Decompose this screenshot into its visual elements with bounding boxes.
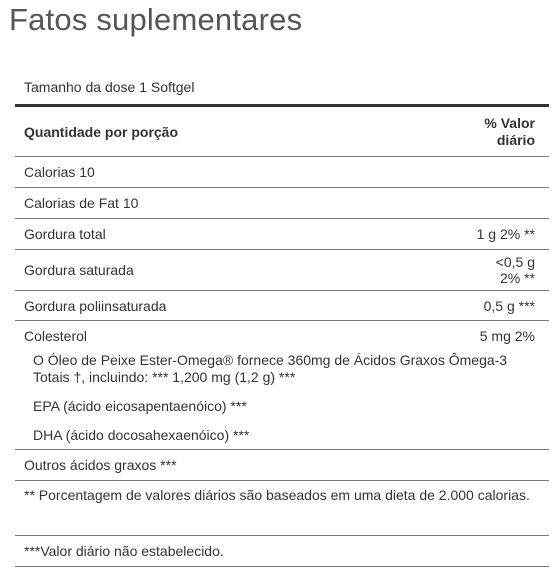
table-header <box>15 104 549 156</box>
row-label: Calorias 10 <box>24 164 95 180</box>
row-value: 0,5 g *** <box>483 297 535 314</box>
amount-per-serving-header: Quantidade por porção <box>24 123 179 140</box>
serving-size-label: Tamanho da dose 1 Softgel <box>24 79 195 95</box>
page-title: Fatos suplementares <box>9 2 303 37</box>
table-row <box>15 156 549 187</box>
table-row <box>15 249 549 290</box>
sub-row-label: DHA (ácido docosahexaenóico) *** <box>33 426 250 443</box>
table-row <box>15 320 549 351</box>
row-value-line1: <0,5 g <box>495 254 535 270</box>
not-established-footnote: ***Valor diário não estabelecido. <box>15 535 549 566</box>
row-value: 5 mg 2% <box>479 328 535 344</box>
table-row <box>15 218 549 249</box>
daily-value-header-line1: % Valor <box>484 114 535 131</box>
table-row <box>15 290 549 320</box>
daily-value-header <box>484 115 535 149</box>
row-value: 1 g 2% ** <box>476 226 535 242</box>
list-item <box>15 391 549 420</box>
row-value-line2: 2% ** <box>499 270 535 286</box>
table-row <box>15 449 549 480</box>
row-label: Colesterol <box>24 328 88 344</box>
serving-size-row <box>15 70 549 104</box>
row-value <box>496 254 535 286</box>
daily-value-header-line2: diário <box>496 131 535 148</box>
supplement-facts-panel <box>15 70 549 567</box>
sub-row-label: EPA (ácido eicosapentaenóico) *** <box>33 397 247 414</box>
omega-3-note: O Óleo de Peixe Ester-Omega® fornece 360mg de Ácidos Graxos Ômega-3 Totais †, incluindo: *** 1,200 mg (1,2 g) *** <box>33 352 508 385</box>
row-label: Gordura poliinsaturada <box>24 297 167 314</box>
daily-value-footnote: ** Porcentagem de valores diários são baseados em uma dieta de 2.000 calorias. <box>15 480 549 535</box>
list-item <box>15 420 549 449</box>
row-label: Outros ácidos graxos *** <box>24 457 177 473</box>
table-row <box>15 187 549 218</box>
row-label: Gordura total <box>24 226 106 242</box>
row-label: Gordura saturada <box>24 262 134 278</box>
row-label: Calorias de Fat 10 <box>24 195 139 211</box>
